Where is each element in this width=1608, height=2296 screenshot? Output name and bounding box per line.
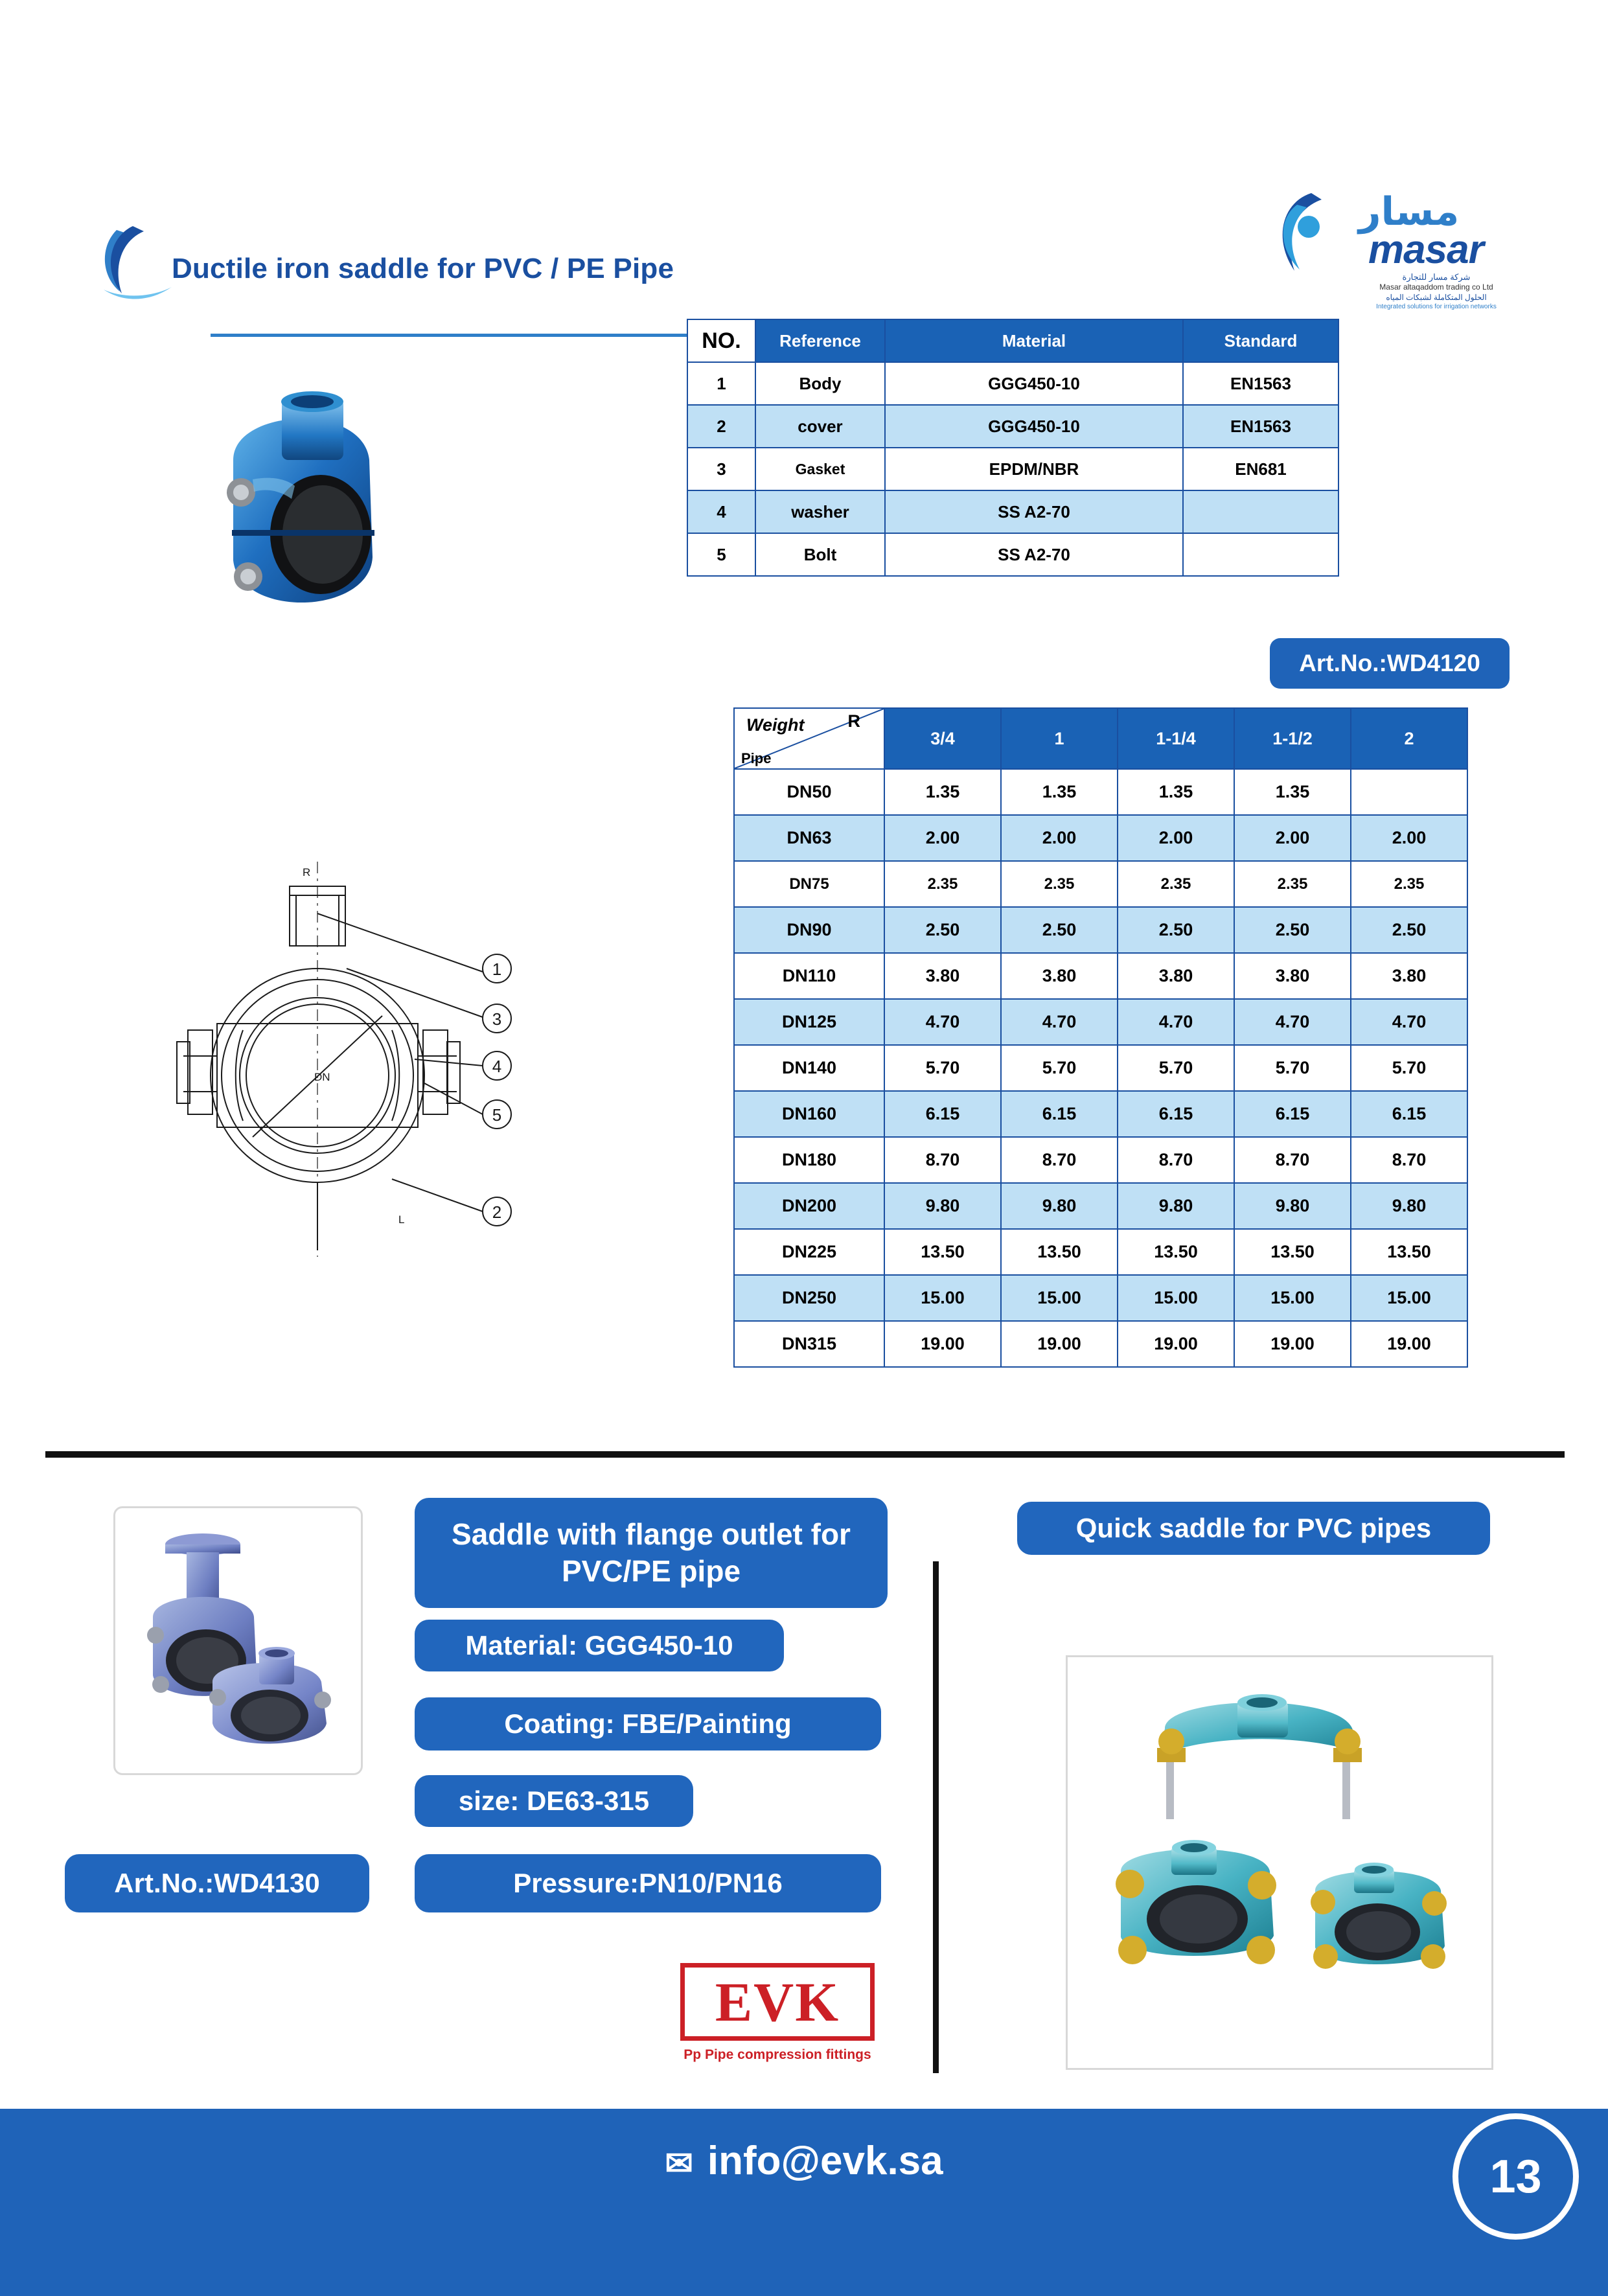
cell-weight: 13.50 [1001,1229,1118,1275]
header-material: Material [885,319,1183,362]
header-standard: Standard [1183,319,1338,362]
quick-saddle-photo-frame [1066,1655,1493,2070]
cell-weight: 6.15 [884,1091,1001,1137]
table-row [734,861,1467,907]
cell-weight: 2.00 [884,815,1001,861]
cell-weight: 2.35 [1001,861,1118,907]
cell-weight: 6.15 [1351,1091,1467,1137]
saddle-product-photo [155,363,454,635]
cell-reference: Gasket [755,448,885,490]
material-table [687,319,1339,577]
cell-weight: 9.80 [884,1183,1001,1229]
cell-weight: 5.70 [1351,1045,1467,1091]
cell-weight: 15.00 [1118,1275,1234,1321]
flange-saddle-coating: Coating: FBE/Painting [415,1697,881,1751]
cell-weight: 1.35 [1118,769,1234,815]
art-no-badge-wd4130: Art.No.:WD4130 [65,1854,369,1912]
table-row [687,533,1338,576]
table-row [687,362,1338,405]
table-row [734,953,1467,999]
cell-weight: 8.70 [1234,1137,1351,1183]
cell-material: GGG450-10 [885,405,1183,448]
logo-subtitle-en: Masar altaqaddom trading co Ltd [1379,282,1493,292]
quick-saddle-photo [1068,1657,1491,2068]
cell-weight: 2.35 [1234,861,1351,907]
cell-material: SS A2-70 [885,533,1183,576]
table-row [734,815,1467,861]
page-header [0,104,1608,310]
cell-weight: 13.50 [884,1229,1001,1275]
cell-pipe: DN125 [734,999,884,1045]
cell-pipe: DN50 [734,769,884,815]
cell-weight: 4.70 [1118,999,1234,1045]
cell-weight: 2.00 [1351,815,1467,861]
table-header-row [734,708,1467,769]
cell-no: 4 [687,490,755,533]
flange-saddle-size: size: DE63-315 [415,1775,693,1827]
table-row [734,1183,1467,1229]
cell-weight: 5.70 [884,1045,1001,1091]
cell-weight: 13.50 [1234,1229,1351,1275]
cell-weight: 15.00 [1001,1275,1118,1321]
cell-no: 2 [687,405,755,448]
cell-weight: 19.00 [1234,1321,1351,1367]
cell-weight: 3.80 [884,953,1001,999]
cell-weight: 2.50 [884,907,1001,953]
evk-logo-text: EVK [715,1971,840,2033]
svg-text:3: 3 [492,1009,502,1029]
cell-pipe: DN63 [734,815,884,861]
cell-pipe: DN90 [734,907,884,953]
cell-standard: EN1563 [1183,362,1338,405]
svg-text:2: 2 [492,1202,502,1222]
drawing-callout-numbers [492,959,501,1222]
table-row [734,1321,1467,1367]
cell-standard: EN1563 [1183,405,1338,448]
cell-weight: 8.70 [1118,1137,1234,1183]
table-header-row [687,319,1338,362]
table-row [734,999,1467,1045]
header-reference: Reference [755,319,885,362]
cell-pipe: DN140 [734,1045,884,1091]
brand-swoosh-icon [97,217,181,301]
weight-corner-header [734,708,884,769]
cell-weight: 6.15 [1118,1091,1234,1137]
cell-weight: 3.80 [1001,953,1118,999]
quick-saddle-title: Quick saddle for PVC pipes [1017,1502,1490,1555]
cell-weight: 8.70 [1001,1137,1118,1183]
weight-col-header: 2 [1351,708,1467,769]
cell-weight: 5.70 [1234,1045,1351,1091]
cell-weight: 19.00 [1001,1321,1118,1367]
cell-weight: 2.35 [1351,861,1467,907]
logo-arabic-text: مسار [1359,189,1460,235]
weight-col-header: 1 [1001,708,1118,769]
table-row [687,405,1338,448]
flange-saddle-title: Saddle with flange outlet for PVC/PE pipe [415,1498,888,1608]
weight-col-header: 1-1/2 [1234,708,1351,769]
corner-pipe-label: Pipe [741,750,772,766]
cell-weight: 2.50 [1118,907,1234,953]
table-row [734,1137,1467,1183]
cell-pipe: DN75 [734,861,884,907]
evk-tagline: Pp Pipe compression fittings [683,2047,871,2062]
cell-weight: 4.70 [884,999,1001,1045]
cell-reference: Bolt [755,533,885,576]
cell-weight: 3.80 [1234,953,1351,999]
section-divider [45,1451,1565,1458]
company-logo [1271,181,1530,310]
cell-weight: 1.35 [884,769,1001,815]
table-row [734,907,1467,953]
cell-weight: 2.35 [884,861,1001,907]
cell-weight: 6.15 [1234,1091,1351,1137]
svg-text:4: 4 [492,1057,502,1076]
cell-reference: cover [755,405,885,448]
logo-swoosh-icon [1271,188,1355,279]
cell-no: 5 [687,533,755,576]
svg-text:DN: DN [314,1071,330,1083]
flange-saddle-material: Material: GGG450-10 [415,1620,784,1671]
saddle-technical-drawing [120,836,638,1276]
logo-latin-text: masar [1368,227,1484,272]
cell-weight: 4.70 [1234,999,1351,1045]
cell-weight: 3.80 [1118,953,1234,999]
table-row [734,1229,1467,1275]
cell-no: 3 [687,448,755,490]
svg-text:R: R [303,866,311,878]
evk-brand-logo [667,1963,888,2093]
corner-r-label: R [847,711,860,731]
evk-logo-box [680,1963,875,2041]
flange-saddle-pressure: Pressure:PN10/PN16 [415,1854,881,1912]
cell-standard [1183,490,1338,533]
cell-material: EPDM/NBR [885,448,1183,490]
weight-table [733,707,1468,1368]
cell-weight: 15.00 [1351,1275,1467,1321]
cell-pipe: DN160 [734,1091,884,1137]
cell-weight: 2.00 [1118,815,1234,861]
cell-reference: Body [755,362,885,405]
corner-weight-label: Weight [746,715,805,735]
cell-weight: 2.50 [1234,907,1351,953]
cell-weight: 8.70 [884,1137,1001,1183]
header-no: NO. [687,319,755,362]
logo-subtitle-ar2: الحلول المتكاملة لشبكات المياه [1386,293,1487,302]
cell-weight: 13.50 [1118,1229,1234,1275]
cell-weight [1351,769,1467,815]
cell-standard: EN681 [1183,448,1338,490]
table-row [734,1045,1467,1091]
cell-standard [1183,533,1338,576]
cell-no: 1 [687,362,755,405]
cell-weight: 9.80 [1234,1183,1351,1229]
cell-weight: 5.70 [1118,1045,1234,1091]
page-number: 13 [1453,2113,1579,2240]
page-title: Ductile iron saddle for PVC / PE Pipe [172,253,674,284]
art-no-badge-wd4120: Art.No.:WD4120 [1270,638,1510,689]
weight-col-header: 3/4 [884,708,1001,769]
svg-text:1: 1 [492,959,502,979]
cell-weight: 13.50 [1351,1229,1467,1275]
logo-subtitle-ar: شركة مسار للتجارة [1402,272,1471,282]
mail-icon: ✉ [665,2144,693,2183]
table-row [687,448,1338,490]
cell-weight: 15.00 [884,1275,1001,1321]
cell-pipe: DN180 [734,1137,884,1183]
svg-text:L: L [398,1213,405,1226]
page-footer [0,2109,1608,2296]
cell-pipe: DN200 [734,1183,884,1229]
cell-weight: 15.00 [1234,1275,1351,1321]
cell-weight: 19.00 [1351,1321,1467,1367]
cell-weight: 9.80 [1351,1183,1467,1229]
cell-weight: 1.35 [1001,769,1118,815]
flange-saddle-photo-frame [113,1506,363,1775]
table-row [734,1091,1467,1137]
cell-material: SS A2-70 [885,490,1183,533]
svg-text:5: 5 [492,1105,502,1125]
cell-pipe: DN315 [734,1321,884,1367]
table-row [734,1275,1467,1321]
cell-pipe: DN225 [734,1229,884,1275]
weight-col-header: 1-1/4 [1118,708,1234,769]
cell-weight: 2.50 [1351,907,1467,953]
cell-weight: 19.00 [1118,1321,1234,1367]
cell-reference: washer [755,490,885,533]
cell-weight: 9.80 [1118,1183,1234,1229]
cell-weight: 1.35 [1234,769,1351,815]
cell-weight: 6.15 [1001,1091,1118,1137]
cell-weight: 19.00 [884,1321,1001,1367]
vertical-divider [933,1561,939,2073]
cell-material: GGG450-10 [885,362,1183,405]
logo-subtitle-en2: Integrated solutions for irrigation networks [1376,303,1497,310]
cell-weight: 4.70 [1001,999,1118,1045]
cell-weight: 9.80 [1001,1183,1118,1229]
table-row [687,490,1338,533]
cell-weight: 2.00 [1234,815,1351,861]
cell-weight: 4.70 [1351,999,1467,1045]
cell-weight: 5.70 [1001,1045,1118,1091]
cell-weight: 3.80 [1351,953,1467,999]
cell-pipe: DN250 [734,1275,884,1321]
cell-weight: 8.70 [1351,1137,1467,1183]
flange-saddle-photo [115,1508,361,1773]
table-row [734,769,1467,815]
cell-weight: 2.50 [1001,907,1118,953]
cell-weight: 2.35 [1118,861,1234,907]
footer-email[interactable] [0,2138,1608,2184]
cell-weight: 2.00 [1001,815,1118,861]
cell-pipe: DN110 [734,953,884,999]
footer-email-text: info@evk.sa [707,2139,943,2183]
